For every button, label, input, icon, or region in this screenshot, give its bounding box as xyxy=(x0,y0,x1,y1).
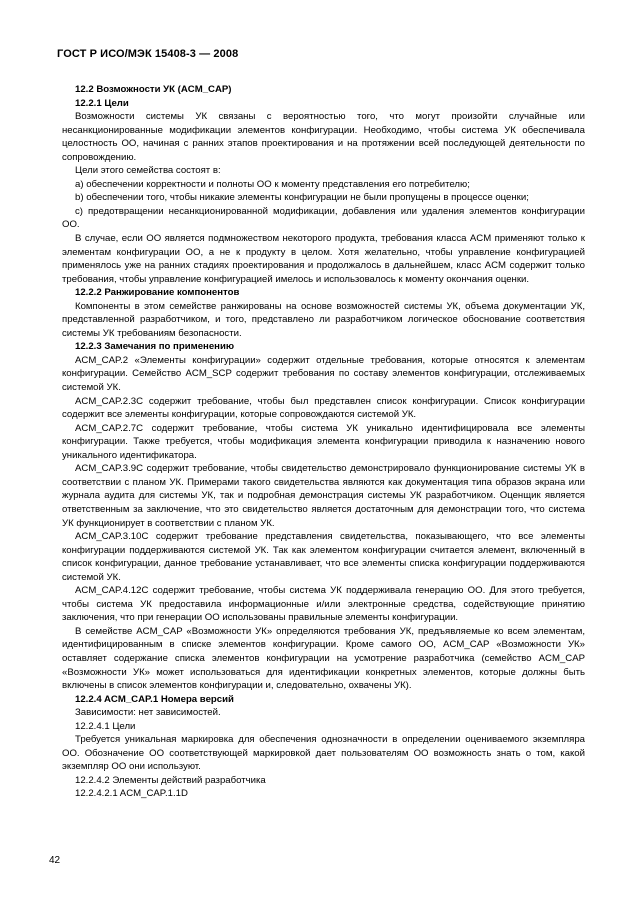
list-item: а) обеспечении корректности и полноты ОО к моменту представления его потребителю; xyxy=(75,178,470,190)
subsection-heading: 12.2.4.2.1 ACM_CAP.1.1D xyxy=(75,788,188,800)
section-heading-12-2-1: 12.2.1 Цели xyxy=(75,97,129,109)
paragraph: ACM_CAP.4.12C содержит требование, чтобы система УК поддерживала генерацию ОО. Для этого требуется, чтобы система УК предоставила информационные и/или электронные средства, содействующие принятию заключения, что при генерации ОО использованы правильные элементы конфигурации. xyxy=(62,585,585,624)
section-heading-12-2-4: 12.2.4 ACM_CAP.1 Номера версий xyxy=(75,693,234,705)
list-item: b) обеспечении того, чтобы никакие элементы конфигурации не были пропущены в процессе оценки; xyxy=(75,192,529,204)
standard-header: ГОСТ Р ИСО/МЭК 15408-3 — 2008 xyxy=(57,48,239,60)
paragraph: Компоненты в этом семействе ранжированы на основе возможностей системы УК, объема документации УК, представленной разработчиком, и того, представлено ли разработчиком логическое обоснование соответствия системы УК требованиям безопасности. xyxy=(62,300,585,339)
section-heading-12-2-3: 12.2.3 Замечания по применению xyxy=(75,341,235,353)
list-item: с) предотвращении несанкционированной модификации, добавления или удаления элементов конфигурации ОО. xyxy=(62,205,585,231)
paragraph: Требуется уникальная маркировка для обеспечения однозначности в определении оцениваемого экземпляра ОО. Обозначение ОО соответствующей маркировкой дает пользователям ОО возможность знать о том, какой экземпляр ОО они используют. xyxy=(62,734,585,773)
page-number: 42 xyxy=(49,855,61,866)
section-heading-12-2: 12.2 Возможности УК (ACM_CAP) xyxy=(75,84,232,95)
paragraph: ACM_CAP.2 «Элементы конфигурации» содержит отдельные требования, которые относятся к элементам конфигурации. Семейство ACM_SCP содержит требования по составу элементов конфигурации, отслеживаемых системой УК. xyxy=(62,354,585,394)
paragraph: В семействе ACM_CAP «Возможности УК» определяются требования УК, предъявляемые ко всем элементам, идентифицированным в списке элементов конфигурации. Кроме самого ОО, ACM_CAP «Возможности УК» оставляет содержание списка элементов конфигурации на усмотрение разработчика (семейство ACM_CAP «Возможности УК» может использоваться для идентификации конкретных элементов, которые должны быть включены в список элементов конфигурации и, следовательно, охвачены УК). xyxy=(62,625,585,692)
paragraph: ACM_CAP.2.7C содержит требование, чтобы система УК уникально идентифицировала все элементы конфигурации. Также требуется, чтобы модификация элемента конфигурации приводила к назначению нового уникального идентификатора. xyxy=(62,422,585,461)
paragraph: Цели этого семейства состоят в: xyxy=(75,165,221,177)
paragraph: В случае, если ОО является подмножеством некоторого продукта, требования класса ACM применяют только к элементам конфигурации ОО, а не к продукту в целом. Хотя желательно, чтобы управление конфигурацией применялось уже на ранних стадиях проектирования и продолжалось в дальнейшем, класс ACM содержит только требования, чтобы управление конфигурацией имелось и использовалось к моменту окончания оценки. xyxy=(62,233,585,285)
paragraph: ACM_CAP.3.9C содержит требование, чтобы свидетельство демонстрировало функционирование системы УК в соответствии с планом УК. Примерами такого свидетельства являются как документация типа образов экрана или журнала аудита для системы УК, так и подробная демонстрация системы УК разработчиком. Оценщик является ответственным за заключение, что это свидетельство является достаточным для демонстрации того, что система УК функционирует в соответствии с планом УК. xyxy=(62,463,585,529)
paragraph: ACM_CAP.3.10C содержит требование представления свидетельства, показывающего, что все элементы конфигурации поддерживаются системой УК. Так как элементом конфигурации считается элемент, включенный в список конфигурации, данное требование устанавливает, что все элементы списка конфигурации поддерживаются системой УК. xyxy=(62,531,585,583)
paragraph: Зависимости: нет зависимостей. xyxy=(75,707,221,719)
section-heading-12-2-2: 12.2.2 Ранжирование компонентов xyxy=(75,287,240,299)
subsection-heading: 12.2.4.1 Цели xyxy=(75,720,136,732)
paragraph: ACM_CAP.2.3C содержит требование, чтобы был представлен список конфигурации. Список конфигурации содержит все элементы конфигурации, которые сопровождаются системой УК. xyxy=(62,395,585,421)
document-body xyxy=(62,83,585,801)
subsection-heading: 12.2.4.2 Элементы действий разработчика xyxy=(75,774,266,786)
paragraph: Возможности системы УК связаны с вероятностью того, что могут произойти случайные или несанкционированные модификации элементов конфигурации. Необходимо, чтобы система УК обеспечивала целостность ОО, начиная с ранних этапов проектирования и на протяжении всей последующей деятельности по сопровождению. xyxy=(62,111,585,163)
